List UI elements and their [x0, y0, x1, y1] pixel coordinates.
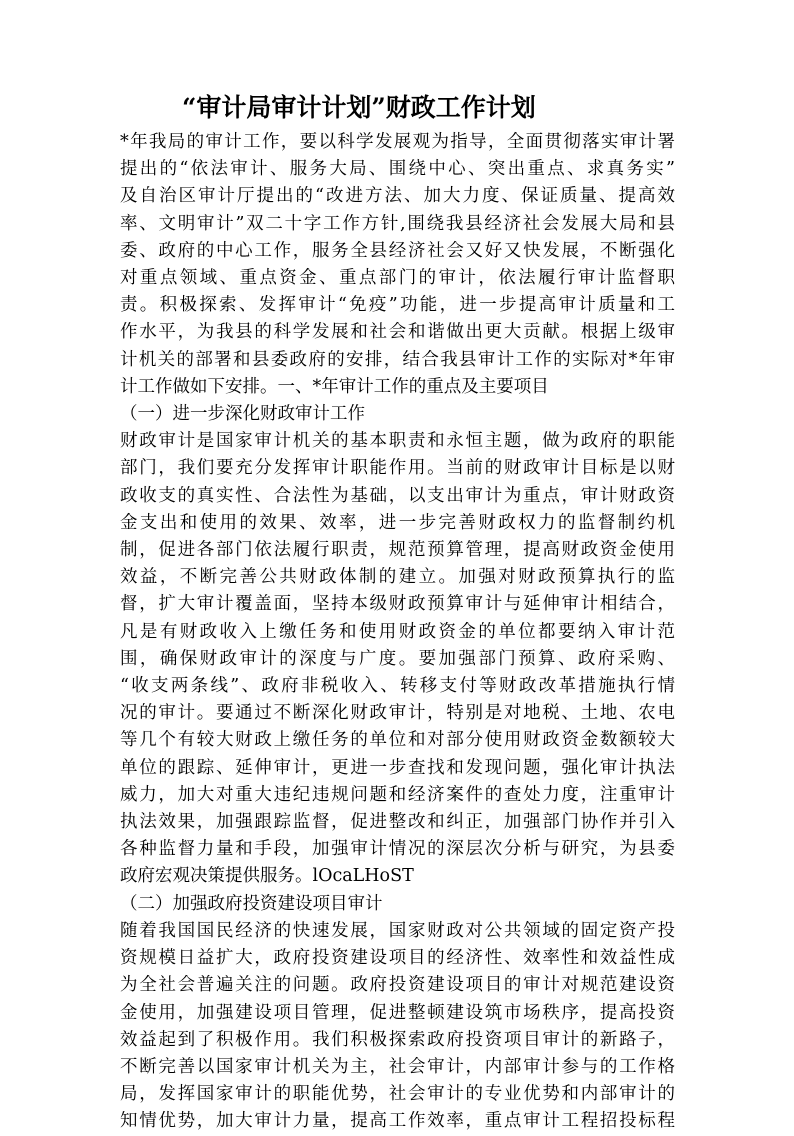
- text-line: 金使用，加强建设项目管理，促进整顿建设筑市场秩序，提高投资: [120, 1002, 675, 1023]
- text-line: （一）进一步深化财政审计工作: [120, 404, 365, 425]
- text-line: 效益起到了积极作用。我们积极探索政府投资项目审计的新路子，: [120, 1029, 675, 1050]
- text-line: 及自治区审计厅提出的“改进方法、加大力度、保证质量、提高效: [120, 186, 675, 207]
- text-line: 知情优势，加大审计力量，提高工作效率，重点审计工程招投标程: [120, 1111, 675, 1132]
- text-line: 等几个有较大财政上缴任务的单位和对部分使用财政资金数额较大: [120, 730, 675, 751]
- document-title: “审计局审计计划”财政工作计划: [182, 93, 536, 122]
- text-line: 部门，我们要充分发挥审计职能作用。当前的财政审计目标是以财: [120, 458, 675, 479]
- text-line: 凡是有财政收入上缴任务和使用财政资金的单位都要纳入审计范: [120, 621, 675, 642]
- text-line: 计工作做如下安排。一、*年审计工作的重点及主要项目: [120, 376, 549, 397]
- text-line: 作水平，为我县的科学发展和社会和谐做出更大贡献。根据上级审: [120, 322, 675, 343]
- text-line: 为全社会普遍关注的问题。政府投资建设项目的审计对规范建设资: [120, 975, 675, 996]
- text-line: 制，促进各部门依法履行职责，规范预算管理，提高财政资金使用: [120, 540, 675, 561]
- text-line: 金支出和使用的效果、效率，进一步完善财政权力的监督制约机: [120, 512, 675, 533]
- text-line: “收支两条线”、政府非税收入、转移支付等财政改革措施执行情: [120, 676, 675, 697]
- text-line: 对重点领域、重点资金、重点部门的审计，依法履行审计监督职: [120, 268, 675, 289]
- document-body: [120, 129, 675, 1136]
- text-line: 单位的跟踪、延伸审计，更进一步查找和发现问题，强化审计执法: [120, 757, 675, 778]
- text-line: 执法效果，加强跟踪监督，促进整改和纠正，加强部门协作并引入: [120, 812, 675, 833]
- text-line: 效益，不断完善公共财政体制的建立。加强对财政预算执行的监: [120, 567, 675, 588]
- text-line: 计机关的部署和县委政府的安排，结合我县审计工作的实际对*年审: [120, 349, 675, 370]
- text-line: 率、文明审计”双二十字工作方针,围绕我县经济社会发展大局和县: [120, 213, 675, 234]
- document-page: [120, 93, 675, 1136]
- text-line: 不断完善以国家审计机关为主，社会审计，内部审计参与的工作格: [120, 1056, 675, 1077]
- text-line: *年我局的审计工作，要以科学发展观为指导，全面贯彻落实审计署: [120, 132, 675, 152]
- text-line: 局，发挥国家审计的职能优势，社会审计的专业优势和内部审计的: [120, 1084, 675, 1105]
- text-line: 随着我国国民经济的快速发展，国家财政对公共领域的固定资产投: [120, 920, 675, 941]
- text-line: 威力，加大对重大违纪违规问题和经济案件的查处力度，注重审计: [120, 784, 675, 805]
- text-line: （二）加强政府投资建设项目审计: [120, 893, 383, 914]
- text-line: 委、政府的中心工作，服务全县经济社会又好又快发展，不断强化: [120, 240, 675, 261]
- text-line: 各种监督力量和手段，加强审计情况的深层次分析与研究，为县委: [120, 839, 675, 860]
- text-line: 财政审计是国家审计机关的基本职责和永恒主题，做为政府的职能: [120, 431, 675, 452]
- text-line: 围，确保财政审计的深度与广度。要加强部门预算、政府采购、: [120, 648, 675, 669]
- text-line: 政收支的真实性、合法性为基础，以支出审计为重点，审计财政资: [120, 485, 675, 506]
- text-line: 政府宏观决策提供服务。lOcaLHoST: [120, 866, 414, 887]
- text-line: 况的审计。要通过不断深化财政审计，特别是对地税、土地、农电: [120, 703, 675, 724]
- text-line: 资规模日益扩大，政府投资建设项目的经济性、效率性和效益性成: [120, 948, 675, 969]
- text-line: 提出的“依法审计、服务大局、围绕中心、突出重点、求真务实”: [120, 159, 675, 180]
- text-line: 责。积极探索、发挥审计“免疫”功能，进一步提高审计质量和工: [120, 295, 675, 316]
- text-line: 督，扩大审计覆盖面，坚持本级财政预算审计与延伸审计相结合，: [120, 594, 675, 615]
